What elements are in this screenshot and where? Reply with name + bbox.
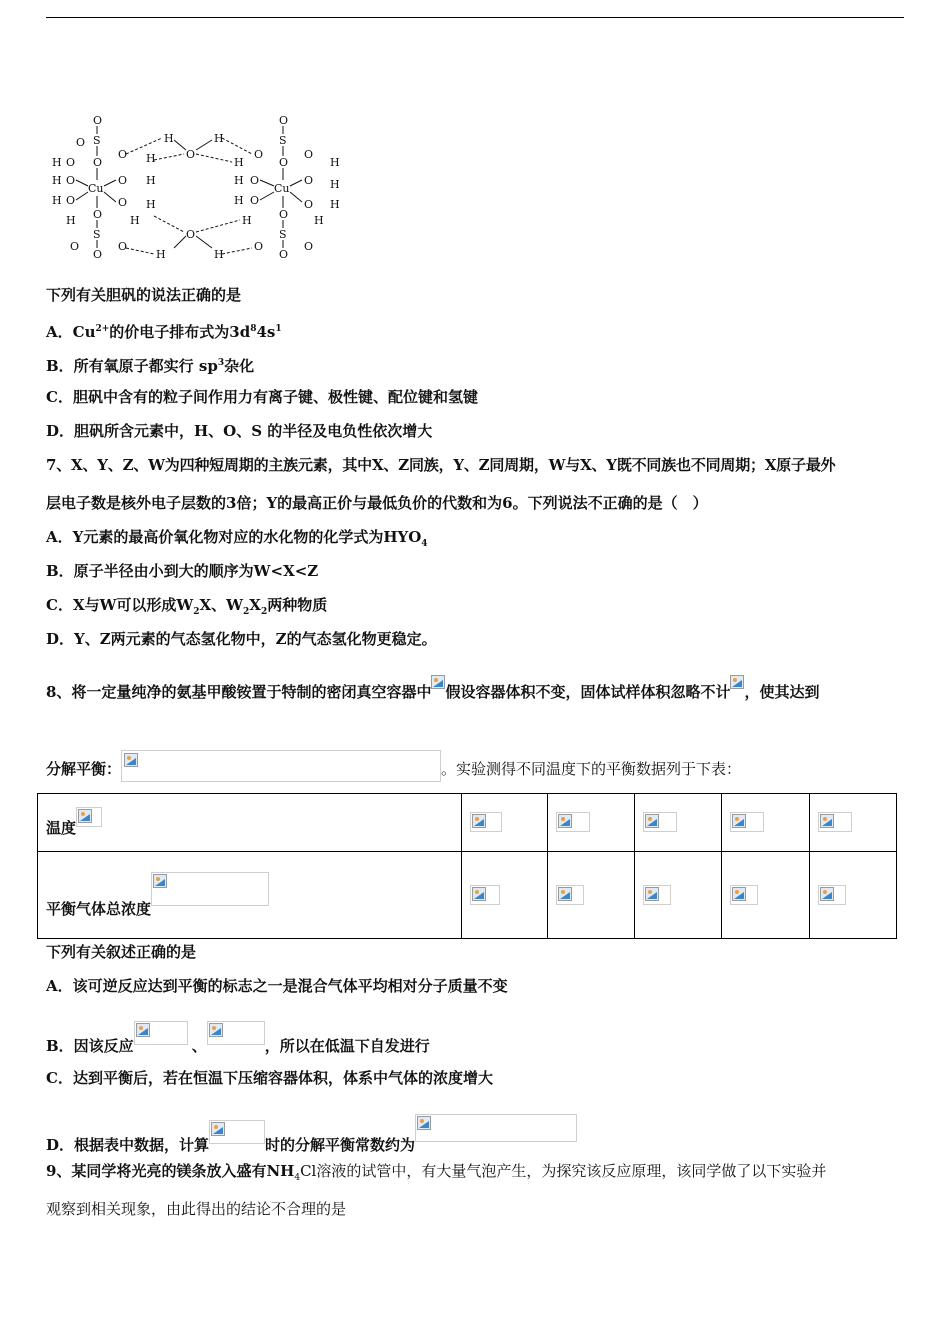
q9-stem-line1: 9、某同学将光亮的镁条放入盛有$NH_4Cl$溶液的试管中，有大量气泡产生，为探究该反应原理，该同学做了以下实验并 <box>46 1162 827 1183</box>
svg-text:H: H <box>156 248 166 261</box>
equation-image-placeholder <box>207 1021 265 1045</box>
svg-text:H: H <box>234 174 244 187</box>
q6-option-c: C．胆矾中含有的粒子间作用力有离子键、极性键、配位键和氢键 <box>46 388 478 406</box>
broken-image-icon <box>732 814 746 828</box>
svg-text:H: H <box>146 198 156 211</box>
broken-image-icon <box>209 1023 223 1037</box>
broken-image-icon <box>558 814 572 828</box>
svg-text:S: S <box>93 134 101 147</box>
header-rule <box>46 17 904 18</box>
svg-text:O: O <box>66 174 76 187</box>
svg-text:O: O <box>93 114 103 127</box>
svg-text:O: O <box>70 240 80 253</box>
svg-text:H: H <box>234 156 244 169</box>
svg-text:H: H <box>330 198 340 211</box>
q7-option-a: A．Y元素的最高价氧化物对应的水化物的化学式为$HYO_4$ <box>46 528 428 549</box>
table-cell-concentration-label: 平衡气体总浓度 <box>38 852 462 939</box>
table-row <box>38 794 897 852</box>
broken-image-icon <box>472 814 486 828</box>
svg-text:O: O <box>279 248 289 261</box>
svg-text:O: O <box>254 240 264 253</box>
equation-image-placeholder <box>121 750 441 782</box>
broken-image-icon <box>645 814 659 828</box>
svg-text:H: H <box>314 214 324 227</box>
svg-text:H: H <box>130 214 140 227</box>
q8-question: 下列有关叙述正确的是 <box>46 943 197 961</box>
svg-text:O: O <box>304 174 314 187</box>
broken-image-icon <box>124 753 138 767</box>
q6-option-b: B．所有氧原子都实行 $sp^3$杂化 <box>46 357 255 375</box>
q9-stem-line2: 观察到相关现象，由此得出的结论不合理的是 <box>46 1200 347 1218</box>
broken-image-icon <box>730 675 744 689</box>
svg-text:S: S <box>279 228 287 241</box>
q8-stem-line2: 分解平衡： 。实验测得不同温度下的平衡数据列于下表： <box>46 750 741 782</box>
table-cell-temperature-label: 温度 <box>38 794 462 852</box>
svg-text:H: H <box>52 194 62 207</box>
q7-stem-line2: 层电子数是核外电子层数的3倍；Y的最高正价与最低负价的代数和为6。下列说法不正确的是（ ） <box>46 494 708 512</box>
svg-text:H: H <box>214 132 224 145</box>
q8-stem-line1: 8、将一定量纯净的氨基甲酸铵置于特制的密闭真空容器中 假设容器体积不变，固体试样体积忽略不计 ，使其达到 <box>46 675 819 702</box>
svg-text:H: H <box>146 152 156 165</box>
svg-text:S: S <box>93 228 101 241</box>
svg-text:O: O <box>279 114 289 127</box>
svg-text:O: O <box>304 240 314 253</box>
q6-stem: 下列有关胆矾的说法正确的是 <box>46 286 242 304</box>
svg-text:H: H <box>242 214 252 227</box>
q7-option-c: C．X与W可以形成$W_2X$、$W_2X_2$两种物质 <box>46 596 328 617</box>
broken-image-icon <box>558 887 572 901</box>
svg-text:O: O <box>304 198 314 211</box>
svg-text:H: H <box>214 248 224 261</box>
svg-text:O: O <box>93 208 103 221</box>
svg-text:O: O <box>254 148 264 161</box>
svg-text:O: O <box>304 148 314 161</box>
svg-text:O: O <box>118 196 128 209</box>
svg-text:H: H <box>66 214 76 227</box>
svg-text:O: O <box>76 136 86 149</box>
q7-stem-line1: 7、X、Y、Z、W为四种短周期的主族元素，其中X、Z同族，Y、Z同周期，W与X、Y既不同族也不同周期；X原子最外 <box>46 456 836 474</box>
svg-text:O: O <box>279 208 289 221</box>
broken-image-icon <box>645 887 659 901</box>
q7-option-d: D．Y、Z两元素的气态氢化物中，Z的气态氢化物更稳定。 <box>46 630 437 648</box>
svg-text:O: O <box>279 156 289 169</box>
broken-image-icon <box>732 887 746 901</box>
broken-image-icon <box>136 1023 150 1037</box>
svg-text:H: H <box>52 174 62 187</box>
svg-text:O: O <box>186 148 196 161</box>
equation-image-placeholder <box>415 1114 577 1142</box>
svg-text:H: H <box>330 178 340 191</box>
broken-image-icon <box>820 814 834 828</box>
equation-image-placeholder <box>209 1120 265 1144</box>
broken-image-icon <box>417 1116 431 1130</box>
q8-option-a: A．该可逆反应达到平衡的标志之一是混合气体平均相对分子质量不变 <box>46 977 508 995</box>
svg-text:H: H <box>164 132 174 145</box>
svg-text:O: O <box>93 248 103 261</box>
cu-label-right: Cu <box>274 182 290 195</box>
equation-image-placeholder <box>134 1021 188 1045</box>
q6-option-a: A．$Cu^{2+}$的价电子排布式为$3d^84s^1$ <box>46 323 282 341</box>
q6-option-d: D．胆矾所含元素中，H、O、S 的半径及电负性依次增大 <box>46 422 433 440</box>
q8-option-b: B．因该反应 、 ，所以在低温下自发进行 <box>46 1021 430 1056</box>
svg-text:O: O <box>66 156 76 169</box>
svg-text:O: O <box>66 194 76 207</box>
broken-image-icon <box>472 887 486 901</box>
equilibrium-data-table <box>37 793 897 939</box>
svg-text:O: O <box>118 174 128 187</box>
q8-option-d: D．根据表中数据，计算 时的分解平衡常数约为 <box>46 1114 577 1155</box>
q8-option-c: C．达到平衡后，若在恒温下压缩容器体积，体系中气体的浓度增大 <box>46 1069 493 1087</box>
table-row <box>38 852 897 939</box>
q7-option-b: B．原子半径由小到大的顺序为W<X<Z <box>46 562 319 580</box>
svg-text:H: H <box>52 156 62 169</box>
cu-label-left: Cu <box>88 182 104 195</box>
broken-image-icon <box>78 809 92 823</box>
svg-text:S: S <box>279 134 287 147</box>
broken-image-icon <box>153 874 167 888</box>
broken-image-icon <box>820 887 834 901</box>
chalcanthite-structure-diagram <box>46 108 356 268</box>
svg-text:O: O <box>118 240 128 253</box>
svg-text:O: O <box>250 194 260 207</box>
svg-text:H: H <box>234 194 244 207</box>
svg-text:H: H <box>146 174 156 187</box>
broken-image-icon <box>431 675 445 689</box>
svg-text:H: H <box>330 156 340 169</box>
svg-text:O: O <box>93 156 103 169</box>
svg-text:O: O <box>186 228 196 241</box>
svg-text:O: O <box>118 148 128 161</box>
svg-text:O: O <box>250 174 260 187</box>
broken-image-icon <box>211 1122 225 1136</box>
